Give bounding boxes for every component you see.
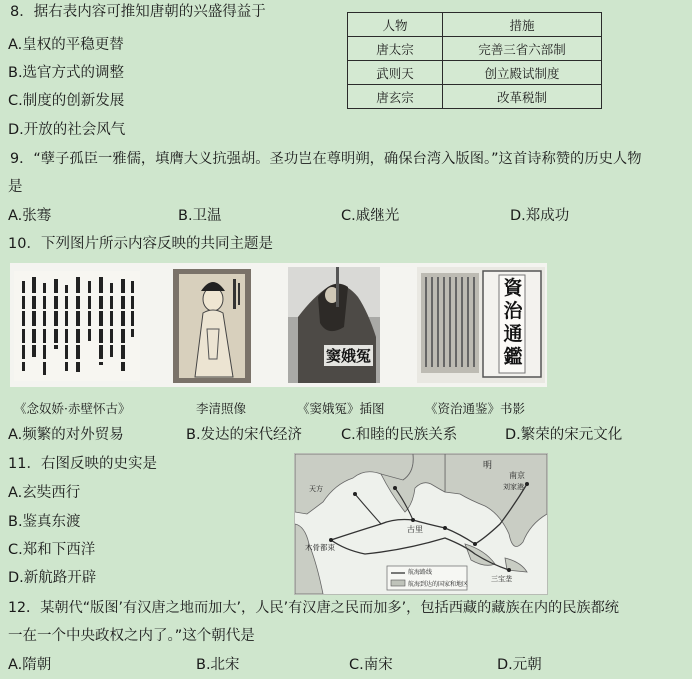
caption-zizhi: 《资治通鉴》书影 (425, 401, 526, 416)
q9-option-d: D.郑成功 (510, 208, 570, 224)
q11-option-d: D.新航路开辟 (8, 570, 97, 586)
q10-option-b: B.发达的宋代经济 (186, 427, 303, 443)
table-row (348, 61, 602, 85)
zizhi-tongjian-image (417, 267, 545, 383)
q10-pictures (10, 263, 547, 387)
table-cell: 创立殿试制度 (443, 61, 602, 85)
q12-option-d: D.元朝 (497, 657, 542, 673)
q10-option-c: C.和睦的民族关系 (341, 427, 458, 443)
table-header-person: 人物 (348, 13, 443, 37)
q9-stem-line2: 是 (8, 179, 23, 195)
q10-stem: 10．下列图片所示内容反映的共同主题是 (8, 236, 273, 252)
q10-option-d: D.繁荣的宋元文化 (505, 427, 623, 443)
map-label-liujiagang: 刘家港 (503, 483, 524, 491)
q9-option-b: B.卫温 (178, 208, 222, 224)
map-label-tianfang: 天方 (309, 485, 323, 493)
zizhi-tongjian-title-text: 資治通鑑 (503, 277, 523, 368)
portrait-image (173, 269, 251, 383)
table-cell: 武则天 (348, 61, 443, 85)
table-cell: 完善三省六部制 (443, 37, 602, 61)
map-label-ming: 明 (483, 461, 493, 471)
caption-liqingzhao: 李清照像 (196, 401, 247, 416)
q8-option-c: C.制度的创新发展 (8, 93, 125, 109)
q11-option-a: A.玄奘西行 (8, 485, 81, 501)
q11-option-b: B.鉴真东渡 (8, 514, 81, 530)
q9-stem-line1: 9．“孽子孤臣一雅儒，填膺大义抗强胡。圣功岂在尊明朔，确保台湾入版图。”这首诗称赞的历史人物 (10, 151, 642, 167)
q9-option-c: C.戚继光 (341, 208, 400, 224)
q12-stem-line1: 12．某朝代“版图’有汉唐之地而加大’，人民’有汉唐之民而加多’，包括西藏的藏族在内的民族都统 (8, 600, 619, 616)
q12-option-a: A.隋朝 (8, 657, 52, 673)
q12-option-c: C.南宋 (349, 657, 393, 673)
calligraphy-image (14, 271, 140, 381)
q11-stem: 11．右图反映的史实是 (8, 456, 157, 472)
map-label-nanjing: 南京 (509, 471, 525, 480)
caption-niannujiao: 《念奴娇·赤壁怀古》 (14, 401, 131, 416)
voyage-map (294, 453, 548, 595)
q12-option-b: B.北宋 (196, 657, 240, 673)
map-legend-area: 航海到达的国家和地区 (408, 581, 469, 588)
caption-dou-e: 《窦娥冤》插图 (297, 401, 385, 416)
table-header-measure: 措施 (443, 13, 602, 37)
q11-option-c: C.郑和下西洋 (8, 542, 96, 558)
table-row (348, 85, 602, 109)
table-cell: 唐太宗 (348, 37, 443, 61)
q8-table (347, 12, 602, 109)
table-cell: 唐玄宗 (348, 85, 443, 109)
q8-stem: 8．据右表内容可推知唐朝的兴盛得益于 (10, 4, 266, 20)
q8-option-b: B.选官方式的调整 (8, 65, 125, 81)
dou-e-title-text: 窦娥冤 (326, 347, 372, 365)
q8-option-d: D.开放的社会风气 (8, 122, 126, 138)
q10-option-a: A.频繁的对外贸易 (8, 427, 124, 443)
table-cell: 改革税制 (443, 85, 602, 109)
map-label-guli: 古里 (407, 525, 423, 534)
q12-stem-line2: 一在一个中央政权之内了。”这个朝代是 (8, 628, 255, 644)
dou-e-illustration (288, 267, 380, 383)
map-legend-route: 航海路线 (408, 569, 433, 576)
table-row (348, 37, 602, 61)
q9-option-a: A.张骞 (8, 208, 52, 224)
map-label-mogadishu: 木骨都束 (305, 543, 335, 552)
q8-option-a: A.皇权的平稳更替 (8, 37, 124, 53)
map-label-sanbaolong: 三宝垄 (491, 575, 512, 583)
